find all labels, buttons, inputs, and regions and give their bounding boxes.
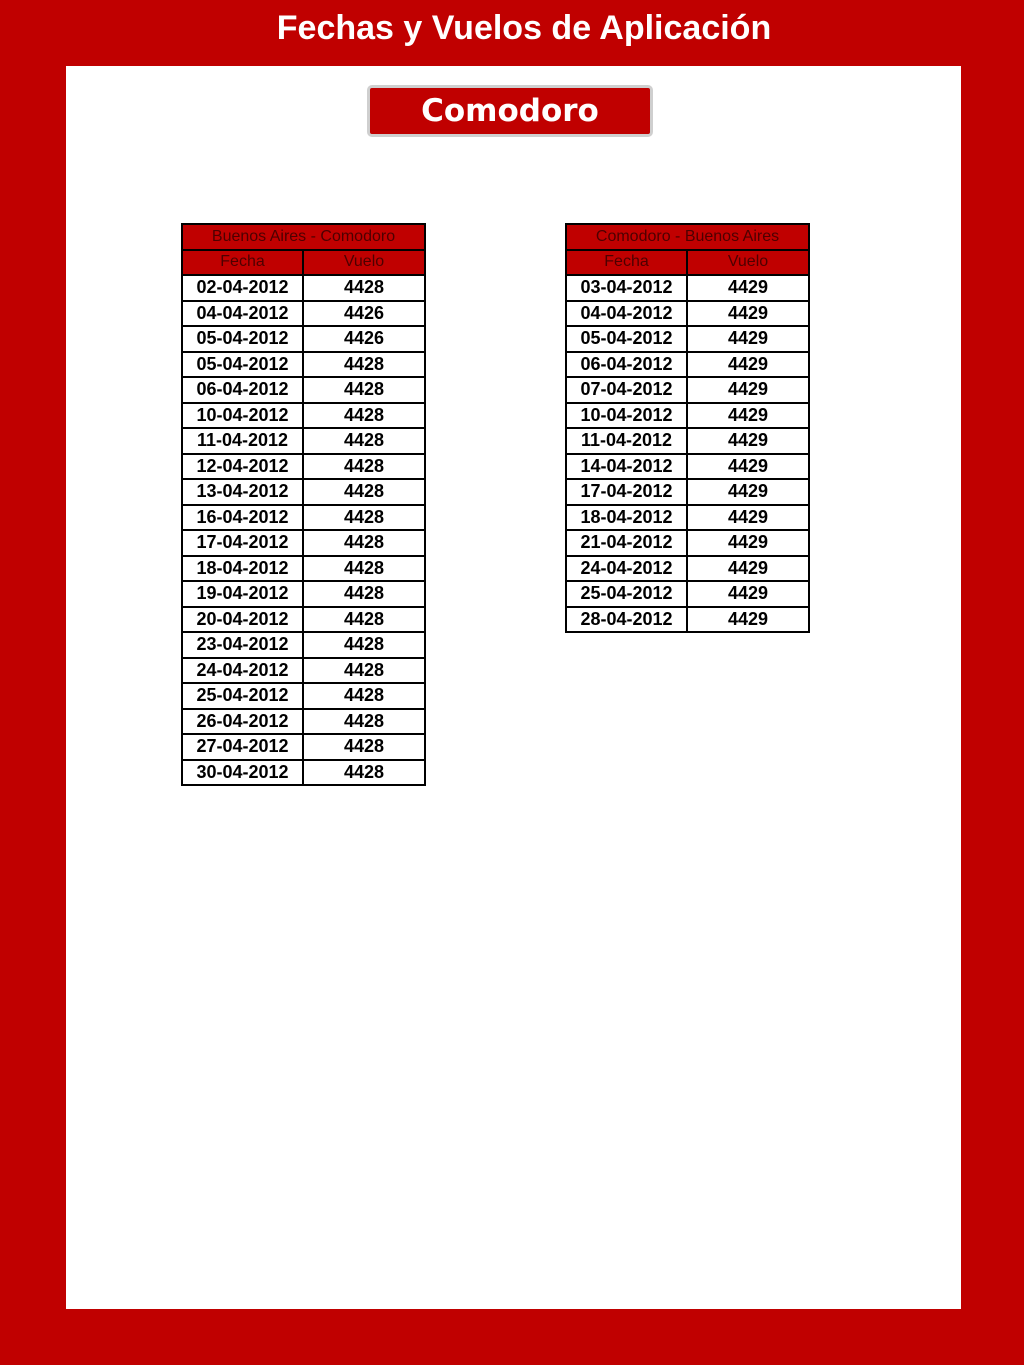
table-row [566, 505, 809, 531]
city-badge: Comodoro [367, 85, 653, 137]
vuelo-cell: 4429 [687, 479, 809, 505]
fecha-cell: 10-04-2012 [566, 403, 687, 429]
fecha-cell: 12-04-2012 [182, 454, 303, 480]
vuelo-cell: 4429 [687, 454, 809, 480]
vuelo-cell: 4429 [687, 530, 809, 556]
vuelo-cell: 4428 [303, 734, 425, 760]
table-row [182, 301, 425, 327]
vuelo-cell: 4429 [687, 377, 809, 403]
fecha-cell: 10-04-2012 [182, 403, 303, 429]
vuelo-cell: 4429 [687, 556, 809, 582]
vuelo-cell: 4428 [303, 632, 425, 658]
table-row [182, 326, 425, 352]
vuelo-cell: 4428 [303, 556, 425, 582]
fecha-cell: 04-04-2012 [182, 301, 303, 327]
fecha-cell: 28-04-2012 [566, 607, 687, 633]
table-row [566, 607, 809, 633]
table-row [566, 530, 809, 556]
fecha-cell: 26-04-2012 [182, 709, 303, 735]
fecha-cell: 17-04-2012 [566, 479, 687, 505]
table-row [566, 454, 809, 480]
vuelo-cell: 4428 [303, 530, 425, 556]
fecha-cell: 14-04-2012 [566, 454, 687, 480]
content-panel [66, 66, 961, 1309]
fecha-cell: 30-04-2012 [182, 760, 303, 786]
table-row [566, 479, 809, 505]
fecha-cell: 21-04-2012 [566, 530, 687, 556]
vuelo-cell: 4426 [303, 326, 425, 352]
table-row [182, 607, 425, 633]
vuelo-cell: 4428 [303, 428, 425, 454]
fecha-cell: 23-04-2012 [182, 632, 303, 658]
table-row [182, 683, 425, 709]
vuelo-cell: 4429 [687, 505, 809, 531]
vuelo-cell: 4428 [303, 403, 425, 429]
table-row [182, 377, 425, 403]
vuelo-cell: 4429 [687, 275, 809, 301]
table-row [182, 581, 425, 607]
fecha-cell: 17-04-2012 [182, 530, 303, 556]
table-row [566, 301, 809, 327]
table-row [182, 632, 425, 658]
vuelo-cell: 4428 [303, 454, 425, 480]
vuelo-cell: 4428 [303, 581, 425, 607]
vuelo-cell: 4428 [303, 377, 425, 403]
flights-table-comodoro-buenos-aires [565, 223, 810, 633]
table-row [182, 658, 425, 684]
table-row [182, 479, 425, 505]
fecha-cell: 05-04-2012 [182, 326, 303, 352]
fecha-cell: 13-04-2012 [182, 479, 303, 505]
fecha-cell: 19-04-2012 [182, 581, 303, 607]
vuelo-cell: 4428 [303, 352, 425, 378]
vuelo-cell: 4429 [687, 326, 809, 352]
table-row [566, 556, 809, 582]
column-header-fecha: Fecha [566, 250, 687, 276]
fecha-cell: 16-04-2012 [182, 505, 303, 531]
fecha-cell: 25-04-2012 [566, 581, 687, 607]
table-row [182, 428, 425, 454]
vuelo-cell: 4428 [303, 760, 425, 786]
table-row [566, 275, 809, 301]
fecha-cell: 24-04-2012 [566, 556, 687, 582]
flights-table-buenos-aires-comodoro [181, 223, 426, 786]
vuelo-cell: 4429 [687, 581, 809, 607]
fecha-cell: 11-04-2012 [566, 428, 687, 454]
vuelo-cell: 4428 [303, 658, 425, 684]
table-row [566, 377, 809, 403]
table-row [182, 530, 425, 556]
fecha-cell: 18-04-2012 [182, 556, 303, 582]
table-row [566, 428, 809, 454]
vuelo-cell: 4429 [687, 428, 809, 454]
table-row [182, 760, 425, 786]
fecha-cell: 03-04-2012 [566, 275, 687, 301]
fecha-cell: 24-04-2012 [182, 658, 303, 684]
vuelo-cell: 4429 [687, 403, 809, 429]
vuelo-cell: 4428 [303, 479, 425, 505]
table-row [182, 275, 425, 301]
fecha-cell: 02-04-2012 [182, 275, 303, 301]
table-row [566, 581, 809, 607]
column-header-vuelo: Vuelo [687, 250, 809, 276]
fecha-cell: 07-04-2012 [566, 377, 687, 403]
fecha-cell: 05-04-2012 [566, 326, 687, 352]
fecha-cell: 11-04-2012 [182, 428, 303, 454]
vuelo-cell: 4429 [687, 301, 809, 327]
column-header-fecha: Fecha [182, 250, 303, 276]
vuelo-cell: 4429 [687, 607, 809, 633]
vuelo-cell: 4428 [303, 709, 425, 735]
fecha-cell: 06-04-2012 [566, 352, 687, 378]
vuelo-cell: 4428 [303, 505, 425, 531]
vuelo-cell: 4428 [303, 275, 425, 301]
page-title: Fechas y Vuelos de Aplicación [276, 9, 772, 47]
table-row [182, 734, 425, 760]
table-row [566, 403, 809, 429]
vuelo-cell: 4428 [303, 607, 425, 633]
fecha-cell: 20-04-2012 [182, 607, 303, 633]
table-row [182, 352, 425, 378]
table-body [182, 275, 425, 785]
table-title: Buenos Aires - Comodoro [182, 224, 425, 250]
fecha-cell: 06-04-2012 [182, 377, 303, 403]
fecha-cell: 25-04-2012 [182, 683, 303, 709]
column-header-vuelo: Vuelo [303, 250, 425, 276]
table-row [182, 403, 425, 429]
table-row [566, 352, 809, 378]
table-row [182, 556, 425, 582]
table-row [182, 505, 425, 531]
table-body [566, 275, 809, 632]
fecha-cell: 04-04-2012 [566, 301, 687, 327]
vuelo-cell: 4426 [303, 301, 425, 327]
table-row [566, 326, 809, 352]
fecha-cell: 27-04-2012 [182, 734, 303, 760]
vuelo-cell: 4429 [687, 352, 809, 378]
fecha-cell: 05-04-2012 [182, 352, 303, 378]
vuelo-cell: 4428 [303, 683, 425, 709]
table-title: Comodoro - Buenos Aires [566, 224, 809, 250]
table-row [182, 709, 425, 735]
fecha-cell: 18-04-2012 [566, 505, 687, 531]
table-row [182, 454, 425, 480]
